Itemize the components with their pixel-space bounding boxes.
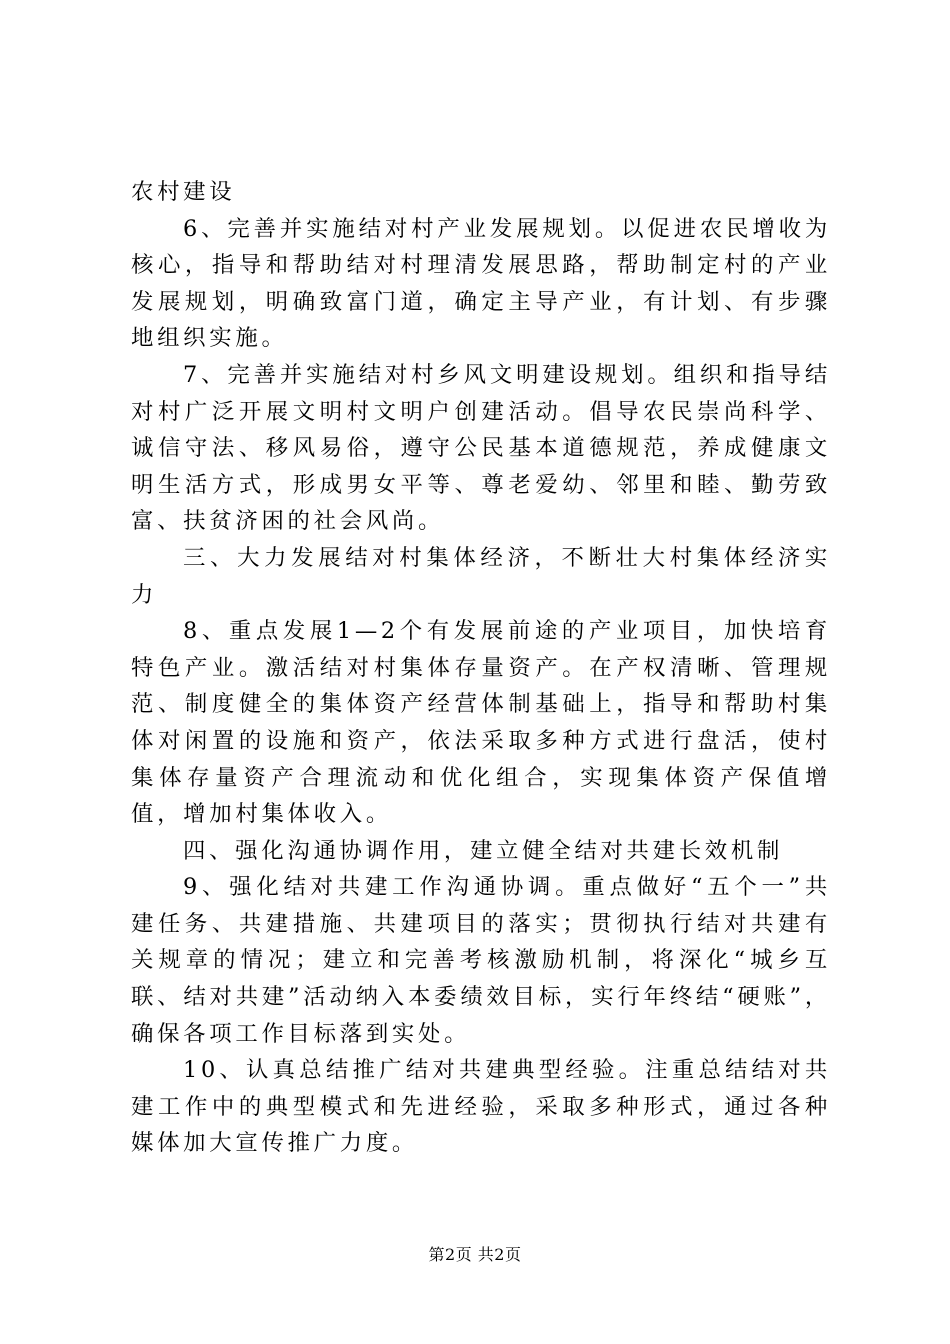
page-number-footer: 第2页 共2页 [428, 1245, 522, 1264]
paragraph-item-8: 8、重点发展1—2个有发展前途的产业项目，加快培育特色产业。激活结对村集体存量资产。在产权清晰、管理规范、制度健全的集体资产经营体制基础上，指导和帮助村集体对闲置的设施和资产，依法采取多种方式进行盘活，使村集体存量资产合理流动和优化组合，实现集体资产保值增值，增加村集体收入。 [131, 618, 831, 828]
paragraph-item-6: 6、完善并实施结对村产业发展规划。以促进农民增收为核心，指导和帮助结对村理清发展思路，帮助制定村的产业发展规划，明确致富门道，确定主导产业，有计划、有步骤地组织实施。 [131, 215, 831, 352]
paragraph-item-7: 7、完善并实施结对村乡风文明建设规划。组织和指导结对村广泛开展文明村文明户创建活动。倡导农民崇尚科学、诚信守法、移风易俗，遵守公民基本道德规范，养成健康文明生活方式，形成男女平等、尊老爱幼、邻里和睦、勤劳致富、扶贫济困的社会风尚。 [131, 361, 831, 535]
section-heading-4: 四、强化沟通协调作用，建立健全结对共建长效机制 [183, 837, 784, 864]
paragraph-item-10: 10、认真总结推广结对共建典型经验。注重总结结对共建工作中的典型模式和先进经验，采取多种形式，通过各种媒体加大宣传推广力度。 [131, 1057, 831, 1157]
document-body [131, 174, 831, 1162]
paragraph-continuation: 农村建设 [131, 179, 236, 205]
paragraph-item-9: 9、强化结对共建工作沟通协调。重点做好“五个一”共建任务、共建措施、共建项目的落实；贯彻执行结对共建有关规章的情况；建立和完善考核激励机制，将深化“城乡互联、结对共建”活动纳入本委绩效目标，实行年终结“硬账”，确保各项工作目标落到实处。 [131, 874, 831, 1047]
section-heading-3: 三、大力发展结对村集体经济，不断壮大村集体经济实力 [131, 544, 831, 608]
